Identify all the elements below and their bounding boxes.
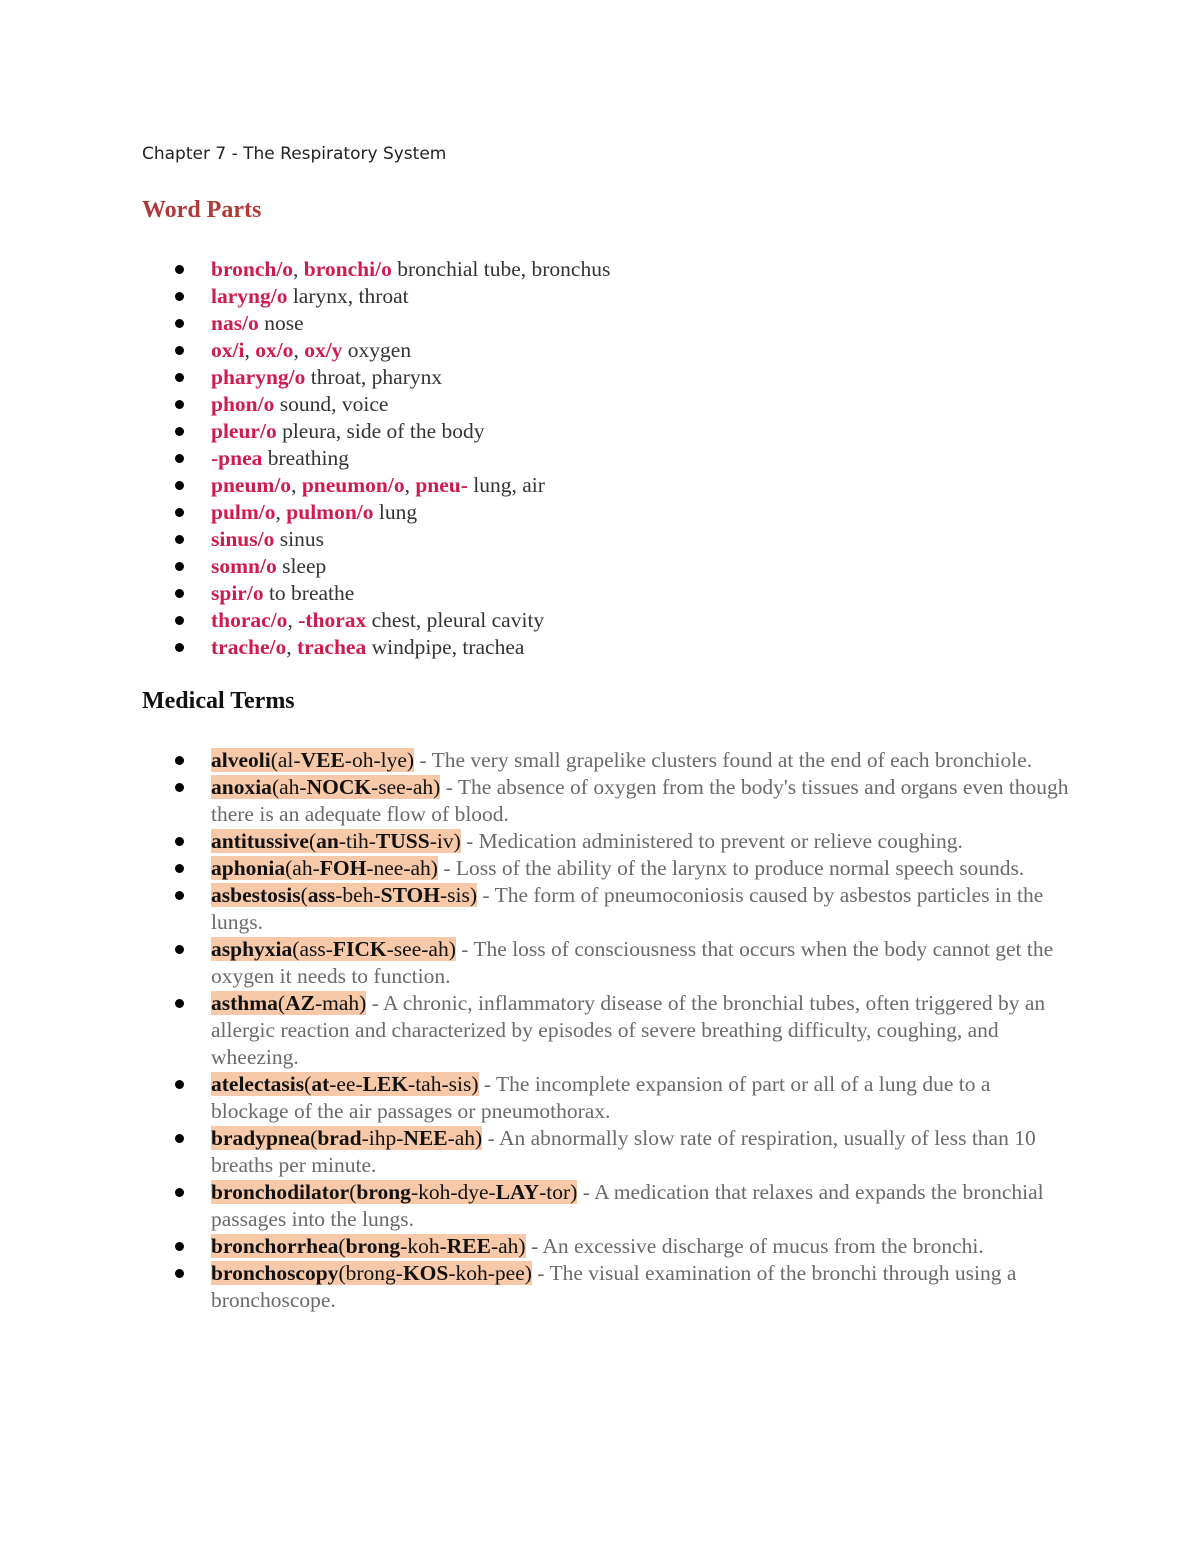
word-part-term: bronchi/o <box>303 257 392 281</box>
term-name: asbestosis <box>211 883 301 907</box>
pronunciation-syllable: brong <box>345 1234 401 1258</box>
term-definition: Loss of the ability of the larynx to produce normal speech sounds. <box>455 856 1025 880</box>
pronunciation-syllable: ah- <box>279 775 307 799</box>
term-definition: The absence of oxygen from the body's tissues and organs even though there is an adequate flow of blood. <box>211 775 1069 826</box>
word-part-meaning: sinus <box>279 527 324 551</box>
word-part-term: -thorax <box>298 608 367 632</box>
pronunciation-syllable: -koh- <box>400 1234 447 1258</box>
term-definition: The very small grapelike clusters found at the end of each bronchiole. <box>431 748 1033 772</box>
bullet-icon <box>175 643 184 652</box>
medical-term-item: aphonia(ah-FOH-nee-ah) - Loss of the ability of the larynx to produce normal speech sounds. <box>0 855 1071 882</box>
pronunciation-syllable: -koh-dye- <box>410 1180 496 1204</box>
word-part-term: pneum/o <box>211 473 292 497</box>
bullet-icon <box>175 562 184 571</box>
word-part-meaning: bronchial tube, bronchus <box>397 257 611 281</box>
pronunciation-syllable: AZ <box>285 991 315 1015</box>
term-name: asthma <box>211 991 278 1015</box>
pronunciation-syllable: -tor <box>539 1180 571 1204</box>
word-part-meaning: windpipe, trachea <box>371 635 525 659</box>
bullet-icon <box>175 1134 184 1143</box>
pronunciation-syllable: FICK <box>332 937 387 961</box>
pronunciation-syllable: brong <box>356 1180 411 1204</box>
pronunciation-syllable: KOS <box>402 1261 449 1285</box>
bullet-icon <box>175 837 184 846</box>
pronunciation-syllable: an <box>316 829 339 853</box>
medical-term-item: atelectasis(at-ee-LEK-tah-sis) - The incomplete expansion of part or all of a lung due to a blockage of the air passages or pneumothorax. <box>0 1071 1071 1125</box>
pronunciation-syllable: VEE <box>300 748 345 772</box>
bullet-icon <box>175 783 184 792</box>
pronunciation-syllable: at <box>311 1072 330 1096</box>
word-part-term: somn/o <box>211 554 277 578</box>
term-with-pronunciation: asphyxia(ass-FICK-see-ah) <box>211 937 456 961</box>
bullet-icon <box>175 427 184 436</box>
word-part-item <box>0 283 610 310</box>
word-part-term: trachea <box>296 635 367 659</box>
term-with-pronunciation: antitussive(an-tih-TUSS-iv) <box>211 829 461 853</box>
pronunciation-syllable: -oh-lye <box>344 748 407 772</box>
term-definition: The visual examination of the bronchi through using a bronchoscope. <box>211 1261 1017 1312</box>
word-part-meaning: sound, voice <box>279 392 389 416</box>
term-definition: The incomplete expansion of part or all of a lung due to a blockage of the air passages or pneumothorax. <box>211 1072 991 1123</box>
bullet-icon <box>175 1269 184 1278</box>
word-part-meaning: oxygen <box>347 338 412 362</box>
bullet-icon <box>175 319 184 328</box>
word-part-term: pulmon/o <box>286 500 374 524</box>
word-part-term: thorac/o <box>211 608 288 632</box>
term-name: bradypnea <box>211 1126 311 1150</box>
medical-term-item: bronchoscopy(brong-KOS-koh-pee) - The visual examination of the bronchi through using a bronchoscope. <box>0 1260 1071 1314</box>
word-part-term: spir/o <box>211 581 264 605</box>
bullet-icon <box>175 508 184 517</box>
word-part-item: pneum/o, pneumon/o, pneu- lung, air <box>0 472 610 499</box>
term-definition: A medication that relaxes and expands the bronchial passages into the lungs. <box>211 1180 1044 1231</box>
word-part-meaning: breathing <box>267 446 349 470</box>
bullet-icon <box>175 400 184 409</box>
word-part-term: ox/y <box>304 338 343 362</box>
word-part-term: trache/o <box>211 635 287 659</box>
chapter-title: Chapter 7 - The Respiratory System <box>142 144 447 164</box>
word-part-meaning: larynx, throat <box>292 284 409 308</box>
pronunciation-syllable: ah- <box>292 856 320 880</box>
word-part-term: phon/o <box>211 392 275 416</box>
bullet-icon <box>175 265 184 274</box>
word-part-term: pneumon/o <box>301 473 405 497</box>
term-with-pronunciation: aphonia(ah-FOH-nee-ah) <box>211 856 438 880</box>
medical-term-item: asthma(AZ-mah) - A chronic, inflammatory disease of the bronchial tubes, often triggered by an allergic reaction and characterized by episodes of severe breathing difficulty, coughing, and wheezing. <box>0 990 1071 1071</box>
term-definition: The form of pneumoconiosis caused by asbestos particles in the lungs. <box>211 883 1044 934</box>
word-part-item: thorac/o, -thorax chest, pleural cavity <box>0 607 610 634</box>
word-part-item <box>0 364 610 391</box>
word-part-meaning: throat, pharynx <box>310 365 443 389</box>
word-part-term: nas/o <box>211 311 259 335</box>
bullet-icon <box>175 535 184 544</box>
pronunciation-syllable: LAY <box>495 1180 540 1204</box>
term-definition: The loss of consciousness that occurs when the body cannot get the oxygen it needs to function. <box>211 937 1054 988</box>
word-part-meaning: nose <box>264 311 304 335</box>
word-part-term: pleur/o <box>211 419 277 443</box>
pronunciation-syllable: -tah-sis <box>408 1072 472 1096</box>
word-part-item: ox/i, ox/o, ox/y oxygen <box>0 337 610 364</box>
term-with-pronunciation: bronchoscopy(brong-KOS-koh-pee) <box>211 1261 532 1285</box>
word-part-item <box>0 310 610 337</box>
word-part-item <box>0 553 610 580</box>
pronunciation-syllable: -ee- <box>329 1072 363 1096</box>
word-part-item <box>0 418 610 445</box>
term-name: bronchodilator <box>211 1180 350 1204</box>
bullet-icon <box>175 454 184 463</box>
term-name: anoxia <box>211 775 272 799</box>
pronunciation-syllable: -ah <box>490 1234 519 1258</box>
word-part-item: bronch/o, bronchi/o bronchial tube, bronchus <box>0 256 610 283</box>
pronunciation-syllable: FOH <box>319 856 367 880</box>
term-name: antitussive <box>211 829 309 853</box>
term-name: asphyxia <box>211 937 293 961</box>
term-with-pronunciation: bronchorrhea(brong-koh-REE-ah) <box>211 1234 526 1258</box>
pronunciation-syllable: -sis <box>440 883 470 907</box>
medical-term-item: alveoli(al-VEE-oh-lye) - The very small grapelike clusters found at the end of each bronchiole. <box>0 747 1071 774</box>
word-part-term: ox/o <box>255 338 294 362</box>
bullet-icon <box>175 292 184 301</box>
word-part-term: pharyng/o <box>211 365 306 389</box>
word-part-item <box>0 526 610 553</box>
word-part-term: -pnea <box>211 446 263 470</box>
medical-term-item: bradypnea(brad-ihp-NEE-ah) - An abnormally slow rate of respiration, usually of less than 10 breaths per minute. <box>0 1125 1071 1179</box>
medical-terms-heading: Medical Terms <box>142 688 295 714</box>
word-part-meaning: lung, air <box>473 473 545 497</box>
bullet-icon <box>175 346 184 355</box>
pronunciation-syllable: LEK <box>362 1072 409 1096</box>
term-name: aphonia <box>211 856 286 880</box>
word-part-item: pulm/o, pulmon/o lung <box>0 499 610 526</box>
pronunciation-syllable: brad <box>317 1126 362 1150</box>
pronunciation-syllable: -ihp- <box>361 1126 404 1150</box>
bullet-icon <box>175 945 184 954</box>
term-name: bronchoscopy <box>211 1261 339 1285</box>
term-with-pronunciation: bronchodilator(brong-koh-dye-LAY-tor) <box>211 1180 578 1204</box>
term-with-pronunciation: bradypnea(brad-ihp-NEE-ah) <box>211 1126 483 1150</box>
pronunciation-syllable: NOCK <box>306 775 372 799</box>
term-definition: Medication administered to prevent or relieve coughing. <box>478 829 963 853</box>
word-parts-list <box>0 256 610 661</box>
bullet-icon <box>175 481 184 490</box>
word-part-item: trache/o, trachea windpipe, trachea <box>0 634 610 661</box>
word-part-term: sinus/o <box>211 527 275 551</box>
medical-term-item: asphyxia(ass-FICK-see-ah) - The loss of consciousness that occurs when the body cannot get the oxygen it needs to function. <box>0 936 1071 990</box>
word-parts-heading: Word Parts <box>142 197 262 223</box>
term-name: bronchorrhea <box>211 1234 339 1258</box>
bullet-icon <box>175 1188 184 1197</box>
pronunciation-syllable: -tih- <box>338 829 376 853</box>
word-part-item <box>0 391 610 418</box>
pronunciation-syllable: -see-ah <box>386 937 449 961</box>
word-part-item <box>0 580 610 607</box>
term-with-pronunciation: asbestosis(ass-beh-STOH-sis) <box>211 883 478 907</box>
bullet-icon <box>175 864 184 873</box>
pronunciation-syllable: ass <box>307 883 336 907</box>
pronunciation-syllable: -iv <box>429 829 454 853</box>
term-definition: A chronic, inflammatory disease of the bronchial tubes, often triggered by an allergic reaction and characterized by episodes of severe breathing difficulty, coughing, and wheezing. <box>211 991 1046 1069</box>
word-part-item <box>0 445 610 472</box>
term-with-pronunciation: alveoli(al-VEE-oh-lye) <box>211 748 415 772</box>
term-with-pronunciation: asthma(AZ-mah) <box>211 991 367 1015</box>
bullet-icon <box>175 999 184 1008</box>
pronunciation-syllable: REE <box>446 1234 491 1258</box>
word-part-meaning: pleura, side of the body <box>282 419 485 443</box>
bullet-icon <box>175 891 184 900</box>
pronunciation-syllable: TUSS <box>375 829 430 853</box>
word-part-meaning: chest, pleural cavity <box>371 608 545 632</box>
word-part-term: laryng/o <box>211 284 288 308</box>
pronunciation-syllable: ass- <box>299 937 333 961</box>
pronunciation-syllable: STOH <box>380 883 440 907</box>
term-with-pronunciation: anoxia(ah-NOCK-see-ah) <box>211 775 441 799</box>
medical-term-item: bronchodilator(brong-koh-dye-LAY-tor) - A medication that relaxes and expands the bronchial passages into the lungs. <box>0 1179 1071 1233</box>
word-part-term: bronch/o <box>211 257 294 281</box>
medical-terms-list <box>0 747 1071 1314</box>
word-part-term: pulm/o <box>211 500 276 524</box>
pronunciation-syllable: -ah <box>447 1126 476 1150</box>
pronunciation-syllable: -mah <box>314 991 360 1015</box>
term-definition: An excessive discharge of mucus from the bronchi. <box>542 1234 984 1258</box>
bullet-icon <box>175 616 184 625</box>
word-part-meaning: to breathe <box>268 581 355 605</box>
bullet-icon <box>175 589 184 598</box>
pronunciation-syllable: brong- <box>345 1261 403 1285</box>
pronunciation-syllable: -nee-ah <box>366 856 431 880</box>
term-definition: An abnormally slow rate of respiration, usually of less than 10 breaths per minute. <box>211 1126 1036 1177</box>
pronunciation-syllable: -see-ah <box>371 775 434 799</box>
word-part-term: ox/i <box>211 338 245 362</box>
medical-term-item: anoxia(ah-NOCK-see-ah) - The absence of oxygen from the body's tissues and organs even though there is an adequate flow of blood. <box>0 774 1071 828</box>
bullet-icon <box>175 756 184 765</box>
bullet-icon <box>175 373 184 382</box>
term-with-pronunciation: atelectasis(at-ee-LEK-tah-sis) <box>211 1072 479 1096</box>
pronunciation-syllable: al- <box>277 748 301 772</box>
word-part-meaning: sleep <box>282 554 327 578</box>
medical-term-item: bronchorrhea(brong-koh-REE-ah) - An excessive discharge of mucus from the bronchi. <box>0 1233 1071 1260</box>
medical-term-item: antitussive(an-tih-TUSS-iv) - Medication administered to prevent or relieve coughing. <box>0 828 1071 855</box>
bullet-icon <box>175 1242 184 1251</box>
medical-term-item: asbestosis(ass-beh-STOH-sis) - The form of pneumoconiosis caused by asbestos particles in the lungs. <box>0 882 1071 936</box>
bullet-icon <box>175 1080 184 1089</box>
word-part-term: pneu- <box>415 473 468 497</box>
pronunciation-syllable: NEE <box>403 1126 448 1150</box>
pronunciation-syllable: -beh- <box>335 883 381 907</box>
word-part-meaning: lung <box>378 500 418 524</box>
term-name: atelectasis <box>211 1072 305 1096</box>
term-name: alveoli <box>211 748 271 772</box>
pronunciation-syllable: -koh-pee <box>448 1261 525 1285</box>
